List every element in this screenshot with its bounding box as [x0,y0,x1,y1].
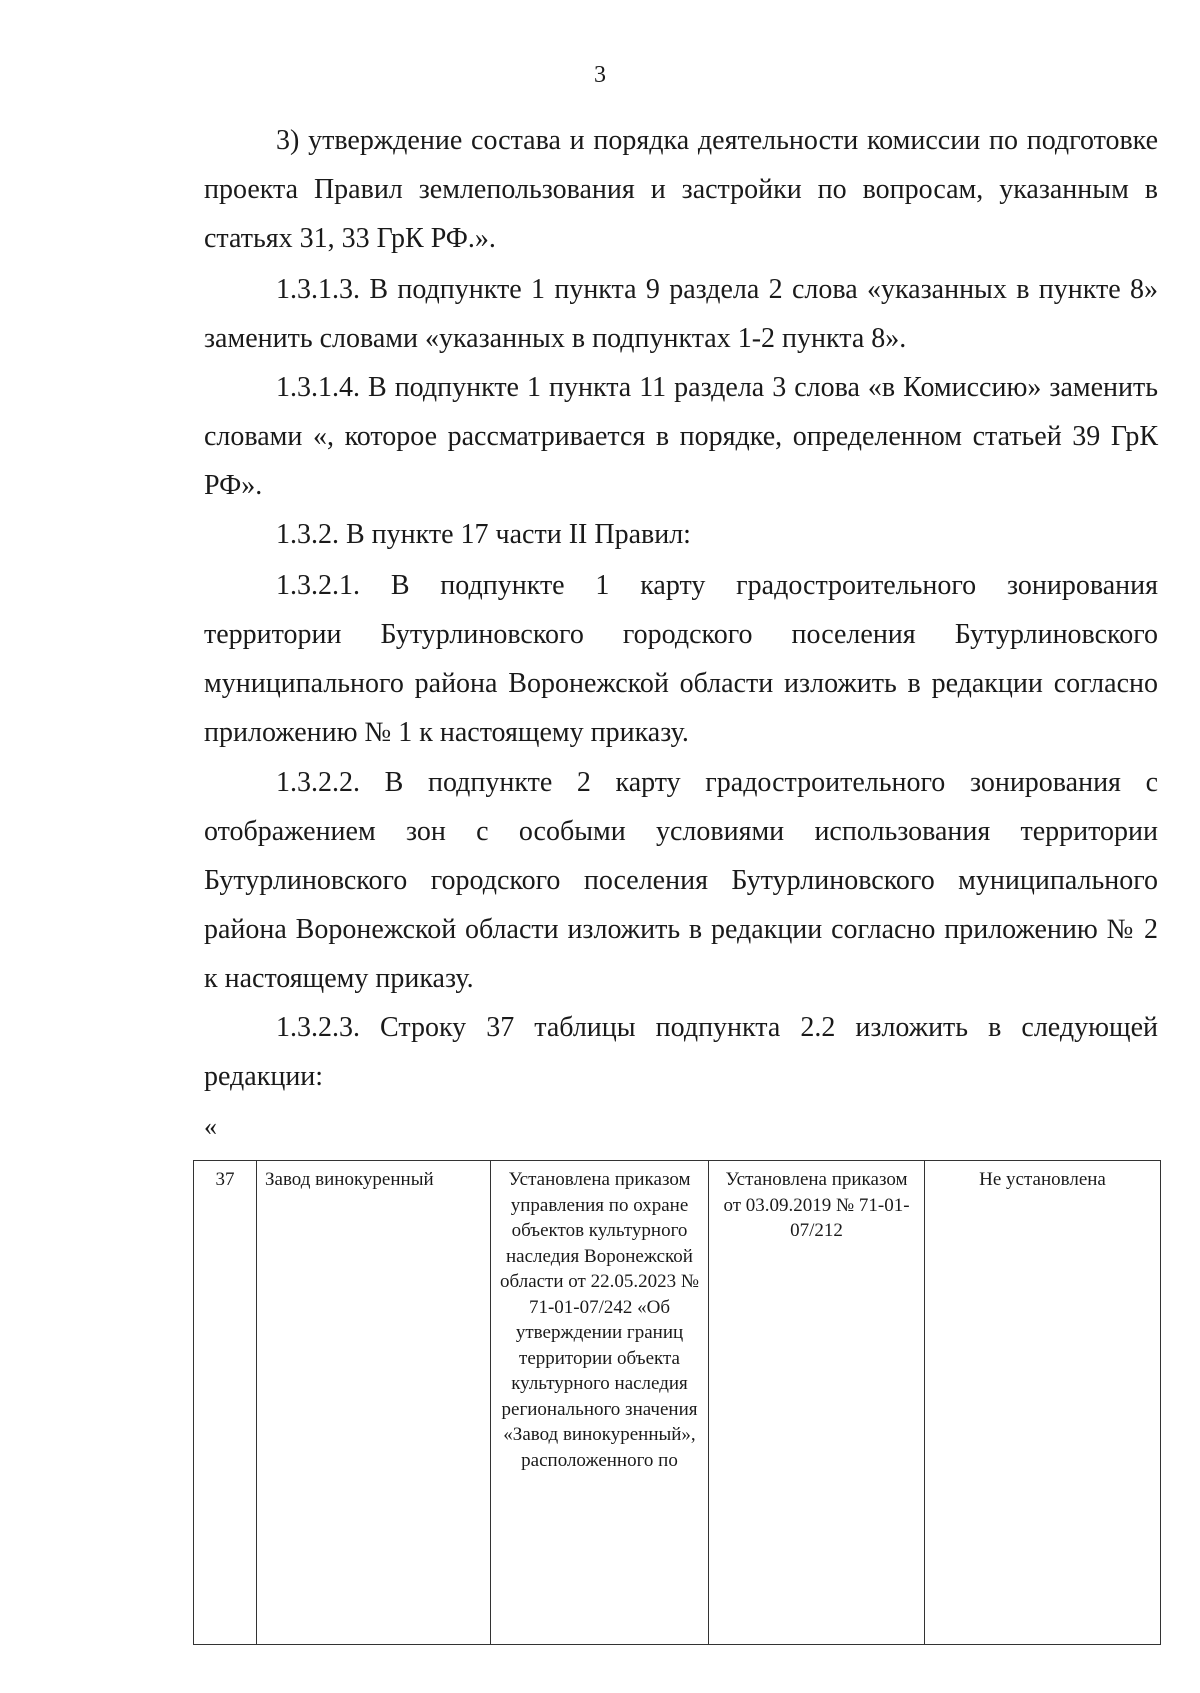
paragraph-3-commission: 3) утверждение состава и порядка деятельности комиссии по подготовке проекта Правил землепользования и застройки по вопросам, указанным в статьях 31, 33 ГрК РФ.». [204,125,1158,254]
paragraph-1-3-2-3: 1.3.2.3. Строку 37 таблицы подпункта 2.2 изложить в следующей редакции: [204,1012,1158,1092]
page-number: 3 [594,62,606,88]
cell-protection-zones: Установлена приказом от 03.09.2019 № 71-01-07/212 [709,1161,925,1645]
cell-object-name: Завод винокуренный [257,1161,491,1645]
table-row [194,1161,1161,1645]
cell-row-number: 37 [194,1161,257,1645]
paragraph-1-3-2-1: 1.3.2.1. В подпункте 1 карту градостроительного зонирования территории Бутурлиновского городского поселения Бутурлиновского муниципального района Воронежской области изложить в редакции согласно приложению № 1 к настоящему приказу. [204,570,1158,748]
cell-territory-boundaries: Установлена приказом управления по охране объектов культурного наследия Воронежской области от 22.05.2023 № 71-01-07/242 «Об утверждении границ территории объекта культурного наследия регионального значения «Завод винокуренный», расположенного по [491,1161,709,1645]
paragraph-1-3-2: 1.3.2. В пункте 17 части II Правил: [276,519,691,550]
paragraph-1-3-1-4: 1.3.1.4. В подпункте 1 пункта 11 раздела 3 слова «в Комиссию» заменить словами «, которое рассматривается в порядке, определенном статьей 39 ГрК РФ». [204,372,1158,501]
table-row-37 [193,1160,1161,1645]
opening-quote-mark: « [204,1112,217,1141]
paragraph-1-3-2-2: 1.3.2.2. В подпункте 2 карту градостроительного зонирования с отображением зон с особыми условиями использования территории Бутурлиновского городского поселения Бутурлиновского муниципального района Воронежской области изложить в редакции согласно приложению № 2 к настоящему приказу. [204,767,1158,994]
cell-other: Не установлена [925,1161,1161,1645]
paragraph-1-3-1-3: 1.3.1.3. В подпункте 1 пункта 9 раздела 2 слова «указанных в пункте 8» заменить словами «указанных в подпунктах 1-2 пункта 8». [204,274,1158,354]
